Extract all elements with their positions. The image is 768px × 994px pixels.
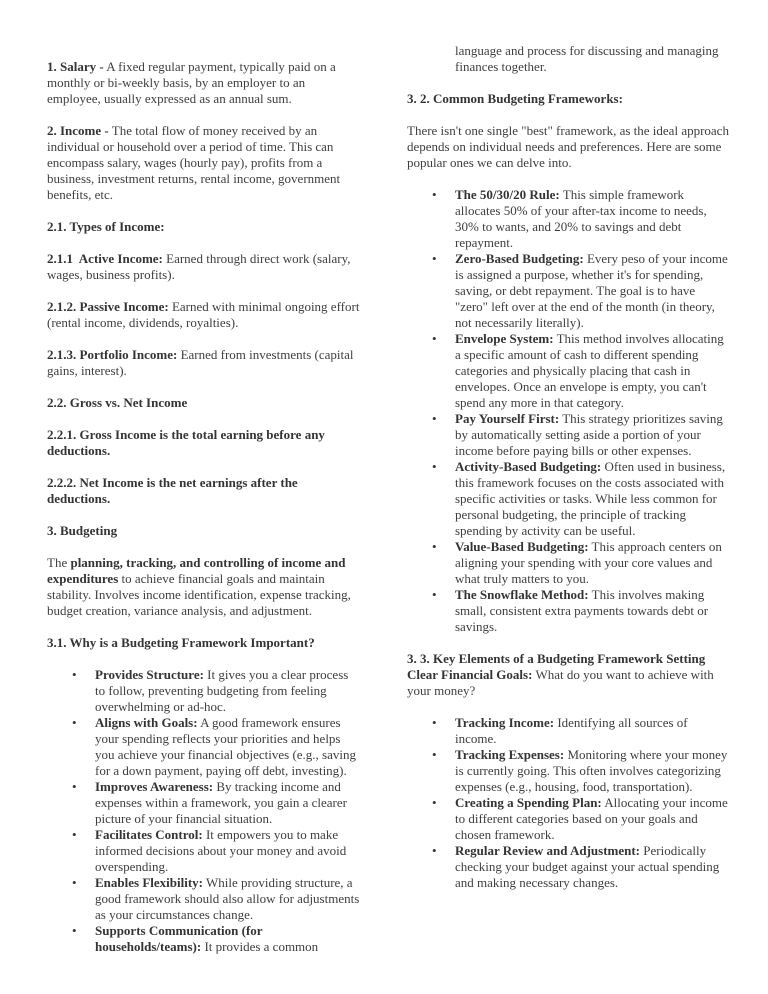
bullet-term: The Snowflake Method: [455, 587, 589, 602]
bullet-text: Allocating your income to different categories based on your goals and chosen framework. [455, 795, 728, 842]
bullet-text: This method involves allocating a specific amount of cash to different spending categories and physically placing that cash in envelopes. Once an envelope is empty, you can't spend any more in that category. [455, 331, 724, 410]
bullet-text: This strategy prioritizes saving by automatically setting aside a portion of your income before paying bills or other expenses. [455, 411, 723, 458]
bullet-term: Facilitates Control: [95, 827, 203, 842]
bullet-text: It empowers you to make informed decisions about your money and avoid overspending. [95, 827, 347, 874]
bullet-term: Zero-Based Budgeting: [455, 251, 584, 266]
para-gross-income-text: 2.2.1. Gross Income is the total earning before any deductions. [47, 427, 325, 458]
para-salary-term: 1. Salary - [47, 59, 104, 74]
para-portfolio-income [47, 347, 360, 379]
heading-gross-vs-net-text: 2.2. Gross vs. Net Income [47, 395, 188, 410]
para-frameworks-intro-text: There isn't one single "best" framework, as the ideal approach depends on individual needs and preferences. Here are some popular ones we can delve into. [407, 123, 729, 170]
bullet-term: Activity-Based Budgeting: [455, 459, 602, 474]
list-item [455, 587, 730, 635]
para-continuation-text: language and process for discussing and managing finances together. [455, 43, 719, 74]
heading-budgeting [47, 523, 360, 539]
heading-key-elements [407, 651, 730, 699]
list-item [455, 747, 730, 795]
list-item [455, 539, 730, 587]
bullet-term: Regular Review and Adjustment: [455, 843, 641, 858]
bullet-text: A good framework ensures your spending reflects your priorities and helps you achieve your financial objectives (e.g., saving for a down payment, paying off debt, investing). [95, 715, 356, 778]
bullet-term: Improves Awareness: [95, 779, 214, 794]
para-gross-income [47, 427, 360, 459]
heading-budgeting-text: 3. Budgeting [47, 523, 118, 538]
bullet-text: It gives you a clear process to follow, preventing budgeting from feeling overwhelming or ad-hoc. [95, 667, 349, 714]
bullet-term: Tracking Expenses: [455, 747, 565, 762]
bullet-term: Envelope System: [455, 331, 554, 346]
bullet-term: Provides Structure: [95, 667, 204, 682]
para-income [47, 123, 360, 203]
list-item [95, 667, 360, 715]
bullet-text: Periodically checking your budget against your actual spending and making necessary changes. [455, 843, 720, 890]
list-item [95, 779, 360, 827]
bullet-text: This approach centers on aligning your spending with your core values and what truly matters to you. [455, 539, 722, 586]
para-salary [47, 59, 360, 107]
heading-types-of-income-text: 2.1. Types of Income: [47, 219, 165, 234]
right-column [407, 43, 730, 994]
para-active-income-text: Earned through direct work (salary, wages, business profits). [47, 251, 351, 282]
para-budgeting-definition [47, 555, 360, 619]
para-budgeting-definition-text: to achieve financial goals and maintain stability. Involves income identification, expense tracking, budget creation, variance analysis, and adjustment. [47, 571, 351, 618]
heading-gross-vs-net [47, 395, 360, 411]
bullet-text: Identifying all sources of income. [455, 715, 688, 746]
bullet-text: This involves making small, consistent extra payments towards debt or savings. [455, 587, 709, 634]
para-salary-text: A fixed regular payment, typically paid on a monthly or bi-weekly basis, by an employer to an employee, usually expressed as an annual sum. [47, 59, 336, 106]
bullet-text: While providing structure, a good framework should also allow for adjustments as your circumstances change. [95, 875, 360, 922]
list-item [455, 843, 730, 891]
para-passive-income-text: Earned with minimal ongoing effort (rental income, dividends, royalties). [47, 299, 360, 330]
para-passive-income-term: 2.1.2. Passive Income: [47, 299, 169, 314]
list-item [455, 795, 730, 843]
list-item [95, 827, 360, 875]
list-item [455, 331, 730, 411]
list-item [455, 411, 730, 459]
why-framework-list [47, 667, 360, 955]
bullet-term: Creating a Spending Plan: [455, 795, 602, 810]
list-item [455, 459, 730, 539]
para-budgeting-definition-term: planning, tracking, and controlling of income and expenditures [47, 555, 346, 586]
heading-common-frameworks-text: 3. 2. Common Budgeting Frameworks: [407, 91, 623, 106]
para-net-income [47, 475, 360, 507]
para-portfolio-income-term: 2.1.3. Portfolio Income: [47, 347, 178, 362]
para-active-income [47, 251, 360, 283]
bullet-term: The 50/30/20 Rule: [455, 187, 560, 202]
list-item [455, 715, 730, 747]
bullet-text: This simple framework allocates 50% of your after-tax income to needs, 30% to wants, and 20% to savings and debt repayment. [455, 187, 707, 250]
para-budgeting-definition-pre: The [47, 555, 71, 570]
bullet-term: Value-Based Budgeting: [455, 539, 589, 554]
para-income-term: 2. Income - [47, 123, 109, 138]
para-income-text: The total flow of money received by an individual or household over a period of time. This can encompass salary, wages (hourly pay), profits from a business, investment returns, rental income, government benefits, etc. [47, 123, 341, 202]
bullet-text: Every peso of your income is assigned a purpose, whether it's for spending, saving, or debt repayment. The goal is to have "zero" left over at the end of the month (in theory, not necessarily literally). [455, 251, 728, 330]
bullet-term: Aligns with Goals: [95, 715, 198, 730]
key-elements-list [407, 715, 730, 891]
bullet-text: It provides a common [201, 939, 319, 954]
para-frameworks-intro [407, 123, 730, 171]
bullet-term: Enables Flexibility: [95, 875, 203, 890]
para-continuation [455, 43, 730, 75]
heading-types-of-income [47, 219, 360, 235]
heading-key-elements-text: 3. 3. Key Elements of a Budgeting Framework Setting Clear Financial Goals: [407, 651, 706, 682]
bullet-term: Pay Yourself First: [455, 411, 560, 426]
para-passive-income [47, 299, 360, 331]
list-item [95, 875, 360, 923]
bullet-text: By tracking income and expenses within a framework, you gain a clearer picture of your financial situation. [95, 779, 347, 826]
heading-common-frameworks [407, 91, 730, 107]
list-item [455, 251, 730, 331]
heading-why-framework [47, 635, 360, 651]
list-item [95, 923, 360, 955]
para-net-income-text: 2.2.2. Net Income is the net earnings after the deductions. [47, 475, 298, 506]
heading-key-elements-question: What do you want to achieve with your money? [407, 667, 714, 698]
bullet-text: Monitoring where your money is currently going. This often involves categorizing expenses (e.g., housing, food, transportation). [455, 747, 728, 794]
bullet-term: Tracking Income: [455, 715, 555, 730]
bullet-term: Supports Communication (for households/teams): [95, 923, 263, 954]
para-portfolio-income-text: Earned from investments (capital gains, interest). [47, 347, 354, 378]
list-item [455, 187, 730, 251]
heading-why-framework-text: 3.1. Why is a Budgeting Framework Important? [47, 635, 315, 650]
left-column [47, 43, 360, 994]
list-item [95, 715, 360, 779]
bullet-text: Often used in business, this framework focuses on the costs associated with specific activities or tasks. While less common for personal budgeting, the principle of tracking spending by activity can be useful. [455, 459, 726, 538]
para-active-income-term: 2.1.1 Active Income: [47, 251, 163, 266]
frameworks-list [407, 187, 730, 635]
